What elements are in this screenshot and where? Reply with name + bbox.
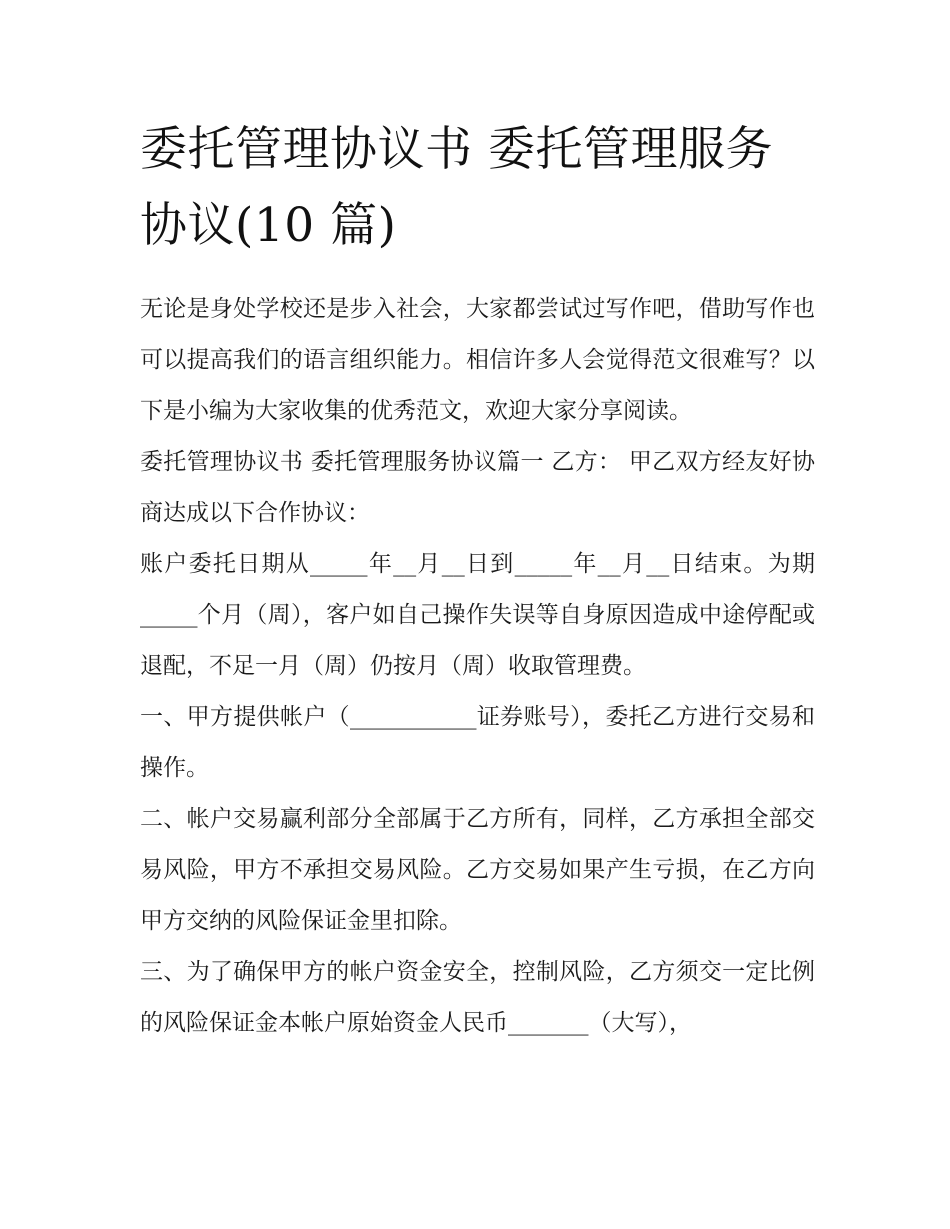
document-title: 委托管理协议书 委托管理服务协议(10 篇) — [140, 122, 773, 253]
document-content — [140, 112, 815, 1049]
paragraph-clause-2: 二、帐户交易赢利部分全部属于乙方所有，同样，乙方承担全部交易风险，甲方不承担交易风险。乙方交易如果产生亏损，在乙方向甲方交纳的风险保证金里扣除。 — [140, 806, 815, 934]
paragraph-heading: 委托管理协议书 委托管理服务协议篇一 乙方： 甲乙双方经友好协商达成以下合作协议： — [140, 449, 815, 526]
paragraph-account-period: 账户委托日期从_____年__月__日到_____年__月__日结束。为期_____个月（周），客户如自己操作失误等自身原因造成中途停配或退配，不足一月（周）仍按月（周）收取管理费。 — [140, 551, 815, 679]
document-body — [140, 284, 815, 1049]
paragraph-intro: 无论是身处学校还是步入社会，大家都尝试过写作吧，借助写作也可以提高我们的语言组织能力。相信许多人会觉得范文很难写？以下是小编为大家收集的优秀范文，欢迎大家分享阅读。 — [140, 296, 815, 424]
paragraph-clause-3: 三、为了确保甲方的帐户资金安全，控制风险，乙方须交一定比例的风险保证金本帐户原始资金人民币_______（大写）， — [140, 959, 815, 1036]
paragraph-clause-1: 一、甲方提供帐户（___________证券账号），委托乙方进行交易和操作。 — [140, 704, 815, 781]
